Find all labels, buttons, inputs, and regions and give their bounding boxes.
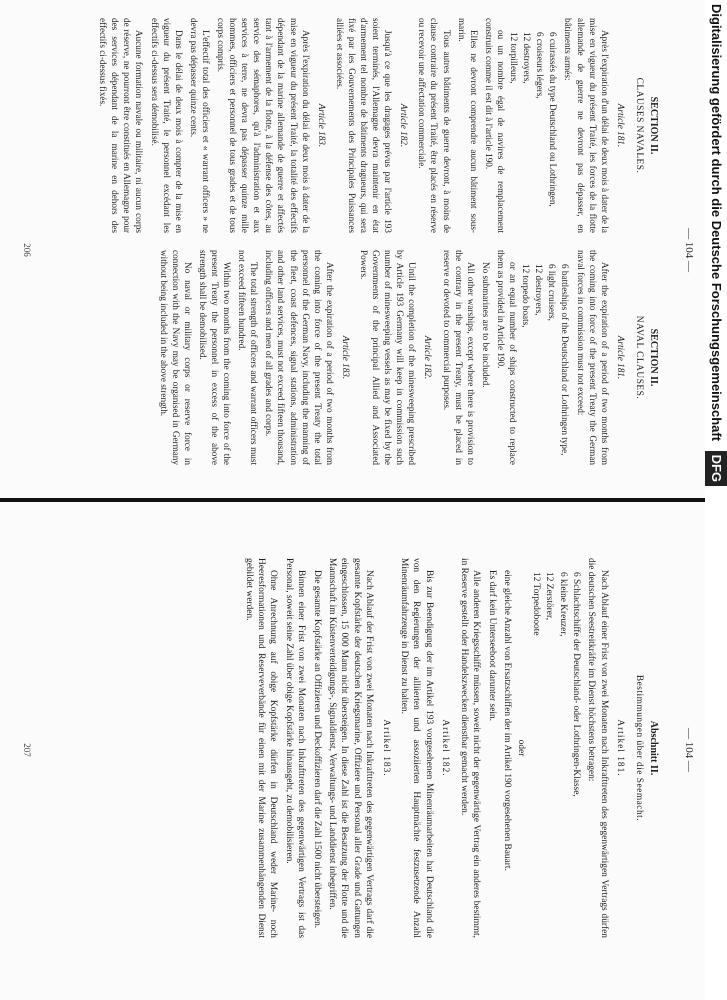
fr-article-181-heading: Article 181. — [615, 103, 626, 148]
fr-article-183-p1: Après l'expiration du délai de deux mois à dater de la mise en vigueur du présent Traité, la totalité des effectifs dépendant de la marine allemande de guerre et affectés tant à l'armement de la flotte, à la défense des côtes, au service des sémaphores, qu'à l'administration et aux services à terre, ne devra pas dépasser quinze mille hommes, officiers et personnel de tous grades et de tous corps compris. — [216, 18, 311, 233]
de-article-181-p2: eine gleiche Anzahl von Ersatzschiffen der im Artikel 190 vorgesehenen Bauart. — [501, 570, 512, 871]
en-article-181-item-3: 12 destroyers, — [534, 264, 545, 316]
en-article-183-p1: After the expiration of a period of two months from the coming into force of the present Treaty the total personnel of the German Navy, including the manning of the fleet, coast defences, signal stations, administration and other land services, must not exceed fifteen thousand, including officers and men of all grades and corps. — [264, 250, 335, 465]
en-article-183-p4: No naval or military corps or reserve force in connection with the Navy may be organised in Germany without being included in the above strength. — [158, 250, 193, 465]
left-page — [0, 0, 705, 500]
de-article-181-item-3: 12 Zerstörer, — [544, 572, 555, 621]
fr-article-181-item-3: 12 destroyers, — [522, 32, 533, 84]
fr-article-181-item-1: 6 cuirassés du type Deutschland ou Lothringen, — [548, 32, 559, 207]
fr-article-181-p3: Elles ne devront comprendre aucun bâtiment sous-marin. — [456, 18, 479, 233]
fr-section-title: CLAUSES NAVALES. — [633, 77, 644, 174]
fr-article-181-item-2: 6 croiseurs légers, — [535, 32, 546, 99]
de-section-heading: Abschnitt II. — [648, 720, 659, 776]
en-section-heading: SECTION II. — [648, 328, 659, 387]
dfg-credit-text: Digitalisierung gefördert durch die Deutsche Forschungsgemeinschaft — [709, 4, 724, 442]
right-page — [0, 500, 705, 1000]
french-column — [40, 18, 665, 233]
en-article-182-p1: Until the completion of the minesweeping prescribed by Article 193 Germany will keep in commission such number of minesweeping vessels as may be fixed by the Governments of the principal Allied and Associated Powers. — [359, 250, 418, 465]
en-article-181-item-2: 6 light cruisers, — [547, 264, 558, 321]
de-article-181-item-2: 6 kleine Kreuzer, — [557, 572, 568, 637]
de-article-183-p1: Nach Ablauf der Frist von zwei Monaten nach Inkrafttreten des gegenwärtigen Vertrags darf die gesamte Kopfstärke der deutschen Kriegsmarine, Offiziere und Personal aller Grade und Gattungen eingeschlossen, 15 000 Mann nicht übersteigen. In diese Zahl ist die Besatzung der Flotte und die Mannschaft im Küstenverteidigungs-, Signaldienst, Verwaltungs- und Landdienst inbegriffen. — [327, 558, 375, 938]
left-page-columns — [40, 18, 665, 482]
en-article-181-p4: All other warships, except where there is provision to the contrary in the present Treaty, must be placed in reserve or devoted to commercial purposes. — [441, 250, 476, 465]
de-article-181-p3: Es darf kein Unterseeboot darunter sein. — [486, 570, 497, 721]
german-column — [40, 558, 665, 938]
fr-article-183-p4: Aucune formation navale ou militaire, ni aucun corps de réserve, ne pourront être constitués en Allemagne pour des services dépendant de la marine en dehors des effectifs ci-dessus fixés. — [98, 18, 145, 233]
en-section-title: NAVAL CLAUSES. — [633, 315, 644, 400]
left-page-number: — 104 — — [683, 228, 695, 272]
en-article-183-p2: The total strength of officers and warrant officers must not exceed fifteen hundred. — [237, 250, 260, 465]
de-article-181-or: oder — [516, 739, 527, 757]
fr-article-182-heading: Article 182. — [399, 103, 410, 148]
left-page-footer-number: 206 — [22, 243, 32, 257]
de-section-title: Bestimmungen über die Seemacht. — [633, 674, 644, 822]
de-article-181-p1: Nach Ablauf einer Frist von zwei Monaten nach Inkrafttreten des gegenwärtigen Vertrags dürfen die deutschen Seestreitkräfte im Dienst höchstens betragen: — [586, 558, 609, 938]
de-article-181-p4: Alle anderen Kriegsschiffe müssen, soweit nicht der gegenwärtige Vertrag ein anderes bestimmt, in Reserve gestellt oder Handelszwecken dienstbar gemacht werden. — [458, 558, 482, 938]
de-article-182-p1: Bis zur Beendigung der im Artikel 193 vorgesehenen Minenräumarbeiten hat Deutschland die von den Regierungen der alliierten und assoziierten Hauptmächte festzusetzende Anzahl Minenräumfahrzeuge in Dienst zu halten. — [399, 558, 434, 938]
en-article-181-item-1: 6 battleships of the Deutschland or Lothringen type, — [560, 264, 571, 456]
right-page-columns — [40, 518, 665, 982]
dfg-credit-text-wrapper — [705, 0, 727, 1000]
fr-article-182-p1: Jusqu'à ce que les dragages prévus par l'article 193 soient terminés, l'Allemagne devra maintenir en état d'armement tel nombre de bâtiments dragueurs, qui sera fixé par les Gouvernements des Principales Puissances alliées et associées. — [334, 18, 394, 233]
de-article-181-heading: Artikel 181. — [615, 719, 626, 777]
en-article-182-heading: Article 182. — [423, 335, 434, 380]
english-column — [40, 250, 665, 465]
fr-article-183-heading: Article 183. — [316, 103, 327, 148]
en-article-181-p3: No submarines are to be included. — [480, 262, 491, 388]
right-page-number: — 104 — — [683, 728, 695, 772]
de-article-183-p2: Die gesamte Kopfstärke an Offizieren und Deckoffizieren darf die Zahl 1500 nicht übersteigen. — [311, 570, 322, 929]
en-article-183-heading: Article 183. — [340, 335, 351, 380]
de-article-183-p4: Ohne Anrechnung auf obige Kopfstärke dürfen in Deutschland weder Marine- noch Heeresformationen und Reserveverbände für einen mit der Marine zusammenhängenden Dienst gebildet werden. — [243, 558, 279, 938]
de-article-181-item-1: 6 Schlachtschiffe der Deutschland- oder Lothringen-Klasse, — [570, 572, 581, 797]
de-article-183-p3: Binnen einer Frist von zwei Monaten nach Inkrafttreten des gegenwärtigen Vertrags ist das Personal, soweit seine Zahl über obige Kopfstärke hinausgeht, zu demobilisieren. — [283, 558, 307, 938]
fr-article-181-p2: ou un nombre égal de navires de remplacement construits comme il est dit à l'article 190. — [483, 18, 506, 233]
en-article-181-p1: After the expiration of a period of two months from the coming into force of the present Treaty the German naval forces in commission must not exceed: — [575, 250, 610, 465]
right-page-footer-number: 207 — [22, 743, 32, 757]
fr-article-183-p3: Dans le délai de deux mois à compter de la mise en vigueur du présent Traité, le personnel excédant les effectifs ci-dessus sera démobilisé. — [149, 18, 184, 233]
en-article-181-p2: or an equal number of ships constructed to replace them as provided in Article 190. — [495, 250, 519, 465]
en-article-181-item-4: 12 torpedo boats, — [521, 264, 532, 328]
dfg-credit-strip — [705, 0, 727, 1000]
de-article-183-heading: Artikel 183. — [380, 719, 391, 777]
en-article-183-p3: Within two months from the coming into force of the present Treaty the personnel in excess of the above strength shall be demobilised. — [197, 250, 233, 465]
fr-article-181-item-4: 12 torpilleurs, — [509, 32, 520, 84]
de-article-182-heading: Artikel 182. — [440, 719, 451, 777]
fr-section-heading: SECTION II. — [648, 96, 659, 155]
fr-article-181-p4: Tous autres bâtiments de guerre devront, à moins de clause contraire du présent Traité, être placés en réserve ou recevoir une affectation commerciale. — [417, 18, 452, 233]
fr-article-183-p2: L'effectif total des officiers et « warrant officers » ne devra pas dépasser quinze cents. — [188, 18, 211, 233]
en-article-181-heading: Article 181. — [615, 335, 626, 380]
dfg-logo: DFG — [705, 451, 727, 486]
de-article-181-item-4: 12 Torpedoboote — [530, 572, 541, 636]
fr-article-181-p1: Après l'expiration d'un délai de deux mois à dater de la mise en vigueur du présent Traité, les forces de la flotte allemande de guerre ne devront pas dépasser, en bâtiments armés: — [563, 18, 610, 233]
